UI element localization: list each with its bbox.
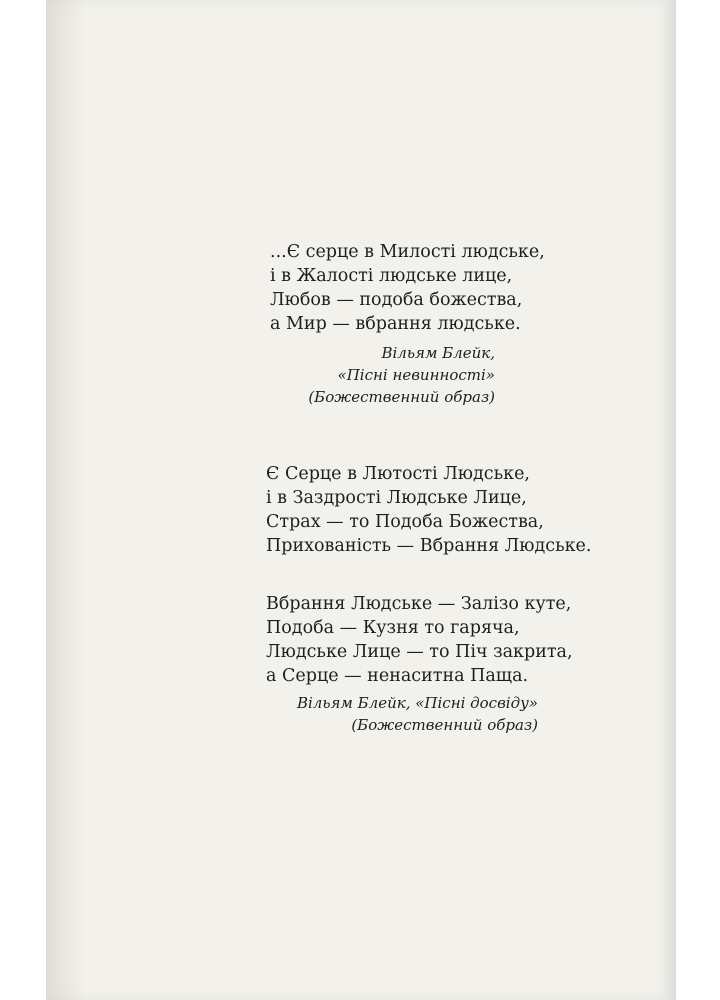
poem-line: Людське Лице — то Піч закрита, [266,642,573,662]
poem-line: Любов — подоба божества, [270,290,523,310]
poem-line: ...Є серце в Милості людське, [270,242,545,262]
poem-line: а Мир — вбрання людське. [270,314,521,334]
poem-line: Подоба — Кузня то гаряча, [266,618,520,638]
poem-line: Вбрання Людське — Залізо куте, [266,594,572,614]
attribution-1 [308,342,495,408]
attribution-author-book: Вільям Блейк, «Пісні досвіду» [296,694,538,712]
attribution-book: «Пісні невинності» [337,366,495,384]
page-right-edge [664,0,676,1000]
poem-line: і в Заздрості Людське Лице, [266,488,527,508]
poem-line: а Серце — ненаситна Паща. [266,666,529,686]
page-gutter-shadow [46,0,86,1000]
poem-line: і в Жалості людське лице, [270,266,513,286]
poem-line: Прихованість — Вбрання Людське. [266,536,592,556]
poem-stanza-3 [266,592,573,688]
attribution-poem: (Божественний образ) [308,388,495,406]
poem-line: Є Серце в Лютості Людське, [266,464,530,484]
attribution-poem: (Божественний образ) [351,716,538,734]
attribution-author: Вільям Блейк, [381,344,495,362]
poem-stanza-1 [270,240,545,336]
poem-line: Страх — то Подоба Божества, [266,512,544,532]
poem-stanza-2 [266,462,591,558]
attribution-2 [297,692,538,736]
